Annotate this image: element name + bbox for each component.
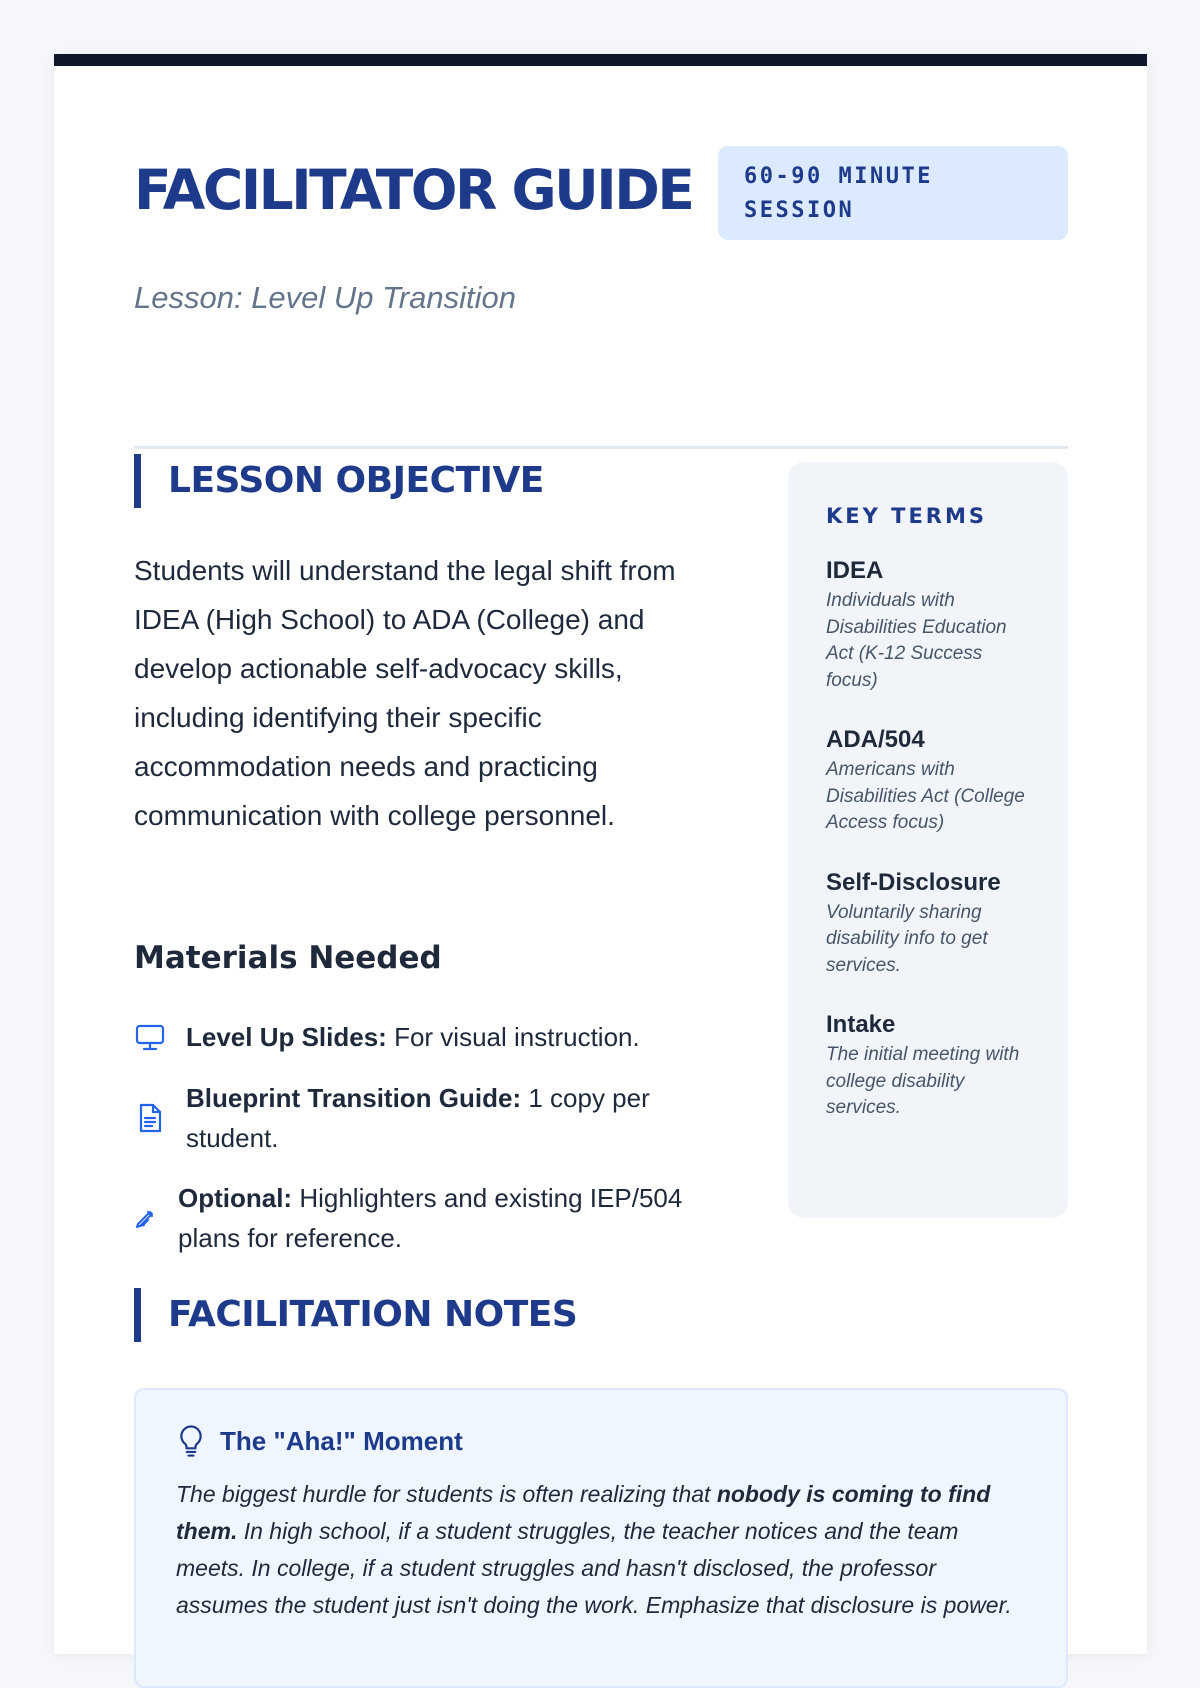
aha-text-end: In high school, if a student struggles, the teacher notices and the team meets. In college, if a student struggles and hasn't disclosed, the professor assumes the student just isn't doing the work. Emphasize that disclosure is power.	[176, 1518, 1012, 1618]
aha-text	[176, 1476, 1026, 1624]
key-terms-heading: KEY TERMS	[826, 504, 987, 528]
aha-text-start: The biggest hurdle for students is often realizing that	[176, 1481, 717, 1507]
material-item	[134, 1178, 734, 1258]
monitor-icon	[134, 1021, 166, 1053]
guide-page	[54, 54, 1147, 1654]
term-name: ADA/504	[826, 726, 925, 753]
material-text	[178, 1178, 734, 1258]
term-definition: Americans with Disabilities Act (College Access focus)	[826, 759, 1025, 833]
material-label: Level Up Slides:	[186, 1022, 387, 1052]
material-description: For visual instruction.	[386, 1022, 640, 1052]
aha-moment-callout	[134, 1388, 1068, 1688]
lesson-objective-heading: LESSON OBJECTIVE	[134, 454, 544, 508]
term-name: Self-Disclosure	[826, 868, 1001, 896]
duration-badge: 60-90 MINUTE SESSION	[718, 146, 1068, 240]
material-label: Blueprint Transition Guide:	[186, 1083, 522, 1113]
term-item	[826, 723, 1030, 837]
page-title: FACILITATOR GUIDE	[134, 158, 693, 222]
material-item	[134, 1078, 734, 1158]
material-text	[186, 1017, 640, 1057]
key-terms-panel	[788, 462, 1068, 1218]
term-item	[826, 866, 1030, 980]
term-definition: The initial meeting with college disability services.	[826, 1044, 1020, 1118]
material-item	[134, 1017, 734, 1057]
term-definition: Individuals with Disabilities Education Act (K-12 Success focus)	[826, 590, 1007, 691]
lesson-subtitle: Lesson: Level Up Transition	[134, 280, 516, 315]
lesson-objective-text: Students will understand the legal shift from IDEA (High School) to ADA (College) and develop actionable self-advocacy skills, including identifying their specific accommodation needs and practicing communication with college personnel.	[134, 555, 676, 831]
materials-heading: Materials Needed	[134, 940, 442, 976]
main-content	[134, 66, 1068, 1666]
material-description: 1 copy per student.	[186, 1083, 650, 1153]
material-label: Optional:	[178, 1183, 293, 1213]
material-text	[186, 1078, 734, 1158]
aha-title-row	[176, 1424, 1026, 1458]
aha-text-emphasis: nobody is coming to find them.	[176, 1481, 991, 1544]
term-item	[826, 1008, 1030, 1122]
facilitation-notes-heading: FACILITATION NOTES	[134, 1288, 577, 1342]
material-description: Highlighters and existing IEP/504 plans for reference.	[178, 1183, 683, 1253]
highlighter-icon	[134, 1206, 158, 1230]
term-name: IDEA	[826, 557, 884, 584]
lightbulb-icon	[176, 1424, 206, 1458]
term-name: Intake	[826, 1011, 896, 1038]
document-icon	[134, 1102, 166, 1134]
aha-title: The "Aha!" Moment	[220, 1425, 463, 1456]
term-item	[826, 554, 1030, 694]
term-definition: Voluntarily sharing disability info to get services.	[826, 901, 988, 976]
